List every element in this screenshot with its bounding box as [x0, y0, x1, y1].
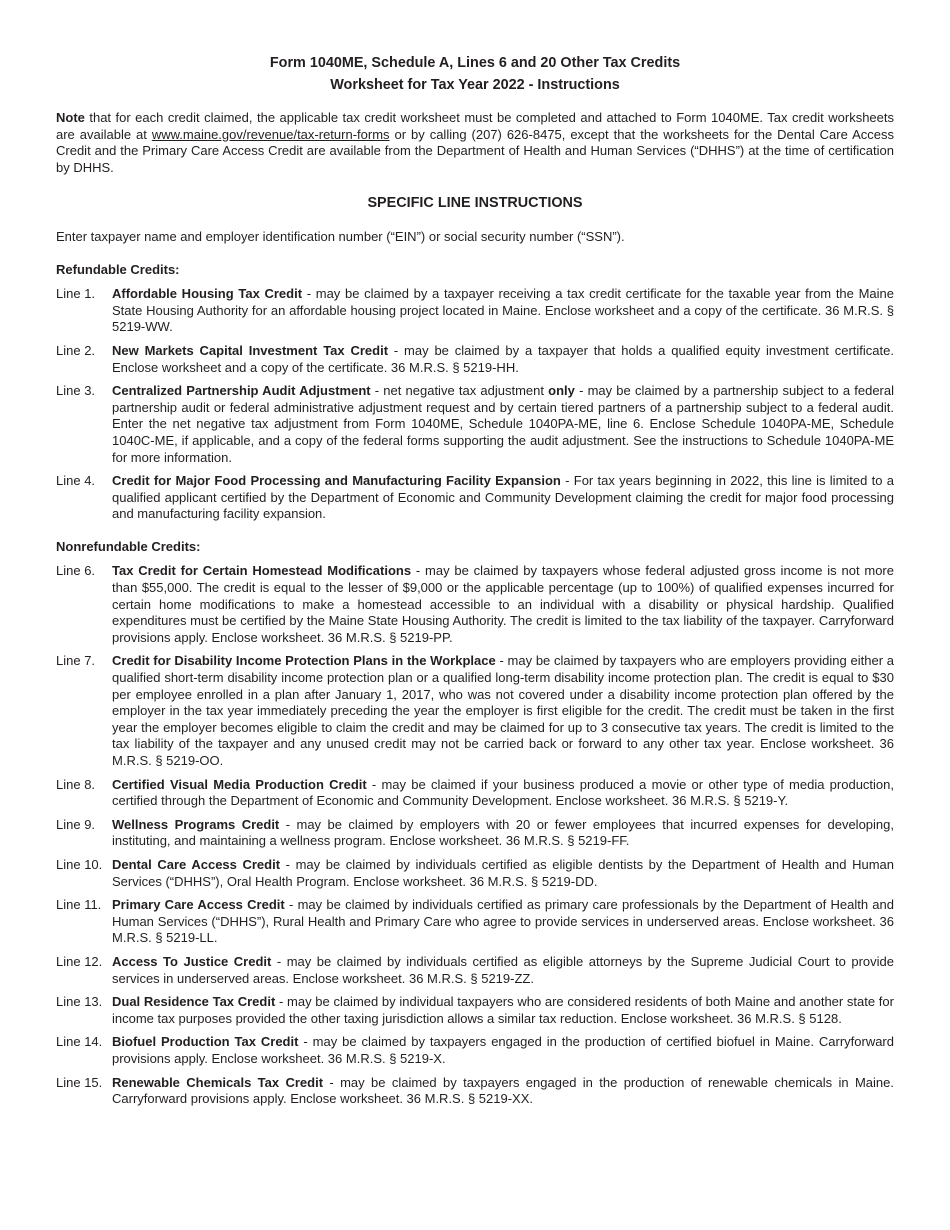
line-item-11: [56, 897, 894, 947]
credit-text: - may be claimed by individuals certified as primary care professionals by the Department of Health and Human Services (“DHHS”), Rural Health and Primary Care who agree to provide services in underserved areas. Enclose worksheet. 36 M.R.S. § 5219-LL.: [112, 897, 894, 946]
line-item-15: [56, 1075, 894, 1108]
credit-title: Affordable Housing Tax Credit: [112, 286, 303, 302]
line-description: [112, 897, 894, 947]
credit-title: New Markets Capital Investment Tax Credit: [112, 342, 389, 358]
line-number: Line 14.: [56, 1034, 103, 1050]
credit-text: - may be claimed by taxpayers whose federal adjusted gross income is not more than $55,000. The credit is equal to the lesser of $9,000 or the applicable percentage (up to 100%) of qualified expenses incurred for certain home modifications to make a homestead accessible to an individual with a disability or physical hardship. Qualified expenditures must be certified by the Maine State Housing Authority. The credit is limited to the tax liability of the taxpayer. Carryforward provisions apply. Enclose worksheet. 36 M.R.S. § 5219-PP.: [112, 563, 894, 645]
credit-text: - may be claimed if your business produced a movie or other type of media production, certified through the Department of Economic and Community Development. Enclose worksheet. 36 M.R.S. § 5219-Y.: [112, 776, 894, 809]
form-title: [56, 52, 894, 96]
line-description: [112, 1075, 894, 1108]
refundable-heading: Refundable Credits:: [56, 261, 180, 277]
note-lead: Note: [56, 110, 85, 125]
note-text-1: that for each credit claimed, the applicable tax credit worksheet must be completed and attached to Form 1040ME. Tax credit worksheets are available at: [56, 110, 894, 142]
credit-title: Certified Visual Media Production Credit: [112, 776, 367, 792]
line-description: [112, 777, 894, 810]
line-item-7: [56, 653, 894, 769]
credit-title: Wellness Programs Credit: [112, 816, 280, 832]
credit-title: Tax Credit for Certain Homestead Modifications: [112, 563, 412, 579]
line-item-4: [56, 473, 894, 523]
credit-text: - may be claimed by taxpayers who are employers providing either a qualified short-term disability income protection plan or a qualified long-term disability income protection plan. The credit is equal to $30 per employee enrolled in a plan after January 1, 2017, who was not covered under a disability income protection plan offered by the employer in the tax year immediately preceding the year the employer is first eligible for the credit. The credit must be taken in the first year the employer becomes eligible to claim the credit and may be claimed for up to 3 consecutive tax years. The credit is limited to the tax liability of the taxpayer and any unused credit may not be carried back or forward to any other tax year. Enclose worksheet. 36 M.R.S. § 5219-OO.: [112, 653, 894, 768]
form-title-line-2: Worksheet for Tax Year 2022 - Instructions: [330, 77, 620, 93]
nonrefundable-heading: Nonrefundable Credits:: [56, 538, 201, 554]
intro-text: Enter taxpayer name and employer identification number (“EIN”) or social security number (“SSN”).: [56, 228, 625, 244]
line-item-13: [56, 994, 894, 1027]
line-number: Line 7.: [56, 653, 96, 669]
line-number: Line 12.: [56, 953, 103, 969]
line-description: [112, 653, 894, 769]
line-description: [112, 857, 894, 890]
line-description: [112, 343, 894, 376]
credit-title: Primary Care Access Credit: [112, 897, 285, 913]
line-description: [112, 383, 894, 466]
credit-text: - may be claimed by employers with 20 or fewer employees that incurred expenses for developing, instituting, and maintaining a wellness program. Enclose worksheet. 36 M.R.S. § 5219-FF.: [112, 816, 894, 849]
line-item-3: [56, 383, 894, 466]
credit-text: - may be claimed by individuals certified as eligible dentists by the Department of Health and Human Services (“DHHS”), Oral Health Program. Enclose worksheet. 36 M.R.S. § 5219-DD.: [112, 856, 894, 889]
line-description: [112, 954, 894, 987]
credit-text: - may be claimed by a taxpayer that holds a qualified equity investment certificate. Enclose worksheet and a copy of the certificate. 36 M.R.S. § 5219-HH.: [112, 342, 894, 375]
line-number: Line 4.: [56, 473, 96, 489]
note-text-2: or by calling (207) 626-8475, except that the worksheets for the Dental Care Access Credit and the Primary Care Access Credit are available from the Department of Health and Human Services (“DHHS”) at the time of certification by DHHS.: [56, 126, 894, 175]
line-item-12: [56, 954, 894, 987]
line-item-6: [56, 563, 894, 646]
line-number: Line 3.: [56, 383, 96, 399]
line-item-9: [56, 817, 894, 850]
line-description: [112, 1034, 894, 1067]
line-item-1: [56, 286, 894, 336]
credit-text: - may be claimed by individual taxpayers who are considered residents of both Maine and another state for income tax purposes provided the other taxing jurisdiction allows a similar tax reduction. Enclose worksheet. 36 M.R.S. § 5128.: [112, 994, 894, 1026]
credit-title: Credit for Major Food Processing and Manufacturing Facility Expansion: [112, 473, 561, 489]
line-description: [112, 817, 894, 850]
line-number: Line 10.: [56, 856, 103, 872]
line-number: Line 8.: [56, 776, 96, 792]
credit-title: Access To Justice Credit: [112, 953, 272, 969]
section-heading: SPECIFIC LINE INSTRUCTIONS: [367, 195, 583, 212]
line-number: Line 11.: [56, 897, 102, 913]
credit-text: - may be claimed by taxpayers engaged in the production of renewable chemicals in Maine. Carryforward provisions apply. Enclose worksheet. 36 M.R.S. § 5219-XX.: [112, 1074, 894, 1107]
line-number: Line 6.: [56, 563, 96, 579]
credit-title: Centralized Partnership Audit Adjustment: [112, 383, 371, 399]
credit-title: Credit for Disability Income Protection Plans in the Workplace: [112, 653, 496, 669]
document-page: [56, 52, 894, 1108]
line-number: Line 15.: [56, 1074, 103, 1090]
credit-text-b: - may be claimed by a partnership subject to a federal partnership audit or federal administrative adjustment request and by certain tiered partners of a partnership subject to a federal audit. Enter the net negative tax adjustment from Form 1040ME, Schedule 1040PA-ME, line 6. Enclose Schedule 1040PA-ME, Schedule 1040C-ME, if applicable, and a copy of the federal forms supporting the audit adjustment. See the instructions to Schedule 1040PA-ME for more information.: [112, 383, 894, 465]
line-item-10: [56, 857, 894, 890]
credit-title: Renewable Chemicals Tax Credit: [112, 1074, 324, 1090]
credit-title: Dual Residence Tax Credit: [112, 994, 276, 1010]
credit-title: Dental Care Access Credit: [112, 856, 281, 872]
credit-emphasis: only: [548, 383, 575, 399]
form-title-line-1: Form 1040ME, Schedule A, Lines 6 and 20 Other Tax Credits: [269, 55, 681, 71]
line-description: [112, 286, 894, 336]
line-item-2: [56, 343, 894, 376]
line-item-14: [56, 1034, 894, 1067]
credit-text: - may be claimed by individuals certified as eligible attorneys by the Supreme Judicial Court to provide services in underserved areas. Enclose worksheet. 36 M.R.S. § 5219-ZZ.: [112, 953, 894, 986]
line-number: Line 2.: [56, 342, 96, 358]
line-number: Line 13.: [56, 994, 103, 1010]
line-description: [112, 994, 894, 1027]
credit-text: - may be claimed by taxpayers engaged in the production of certified biofuel in Maine. Carryforward provisions apply. Enclose worksheet. 36 M.R.S. § 5219-X.: [112, 1034, 894, 1066]
credit-text: - For tax years beginning in 2022, this line is limited to a qualified applicant certified by the Department of Economic and Community Development claiming the credit for major food processing and manufacturing facility expansion.: [112, 473, 894, 522]
line-number: Line 1.: [56, 286, 96, 302]
line-description: [112, 563, 894, 646]
credit-text: - may be claimed by a taxpayer receiving a tax credit certificate for the taxable year from the Maine State Housing Authority for an affordable housing project located in Maine. Enclose worksheet and a copy of the certificate. 36 M.R.S. § 5219-WW.: [112, 286, 894, 335]
forms-link[interactable]: www.maine.gov/revenue/tax-return-forms: [151, 126, 390, 142]
line-number: Line 9.: [56, 816, 96, 832]
credit-text-a: - net negative tax adjustment: [370, 383, 549, 399]
credit-title: Biofuel Production Tax Credit: [112, 1034, 299, 1050]
note-paragraph: [56, 110, 894, 176]
line-item-8: [56, 777, 894, 810]
line-description: [112, 473, 894, 523]
